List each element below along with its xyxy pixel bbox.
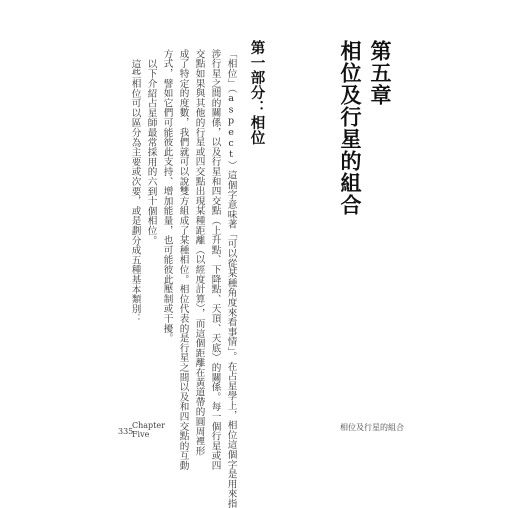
page-number: 335 <box>118 427 134 436</box>
chapter-label-line2: Five <box>132 429 150 439</box>
body-line: 方式，譬如它們可能彼此支持、增加能量，也可能彼此壓制或干擾。 <box>161 49 173 343</box>
section-title: 第一部分：相位 <box>248 40 266 145</box>
body-line: 「相位」（aspect）這個字意味著「可以從某種角度來看事情」。在占星學上，相位這個字是用來指 <box>225 49 237 508</box>
body-line: 這些相位可以區分為主要或次要，或是劃分成五種基本類別： <box>129 59 141 324</box>
body-line: 交點如果與其他的行星或四交點出現某種距離（以經度計算），而這個距離在黃道帶的圓周裡形 <box>193 49 205 456</box>
body-line: 成了特定的度數，我們就可以說雙方組成了某種相位。相位代表的是行星之間以及和四交點的互動 <box>177 49 189 471</box>
body-line: 涉行星之間的關係，以及行星和四交點（上升點、下降點、天頂、天底）的關係。每一個行星或四 <box>209 49 221 471</box>
chapter-label-line1: Chapter <box>132 421 165 430</box>
running-title: 相位及行星的組合 <box>340 423 404 432</box>
chapter-title-line1: 第五章 <box>368 40 393 106</box>
body-line: 以下介紹占星師最常採用的六到十個相位。 <box>145 59 157 246</box>
chapter-label <box>132 422 165 440</box>
chapter-title-line2: 相位及行星的組合 <box>338 40 363 216</box>
